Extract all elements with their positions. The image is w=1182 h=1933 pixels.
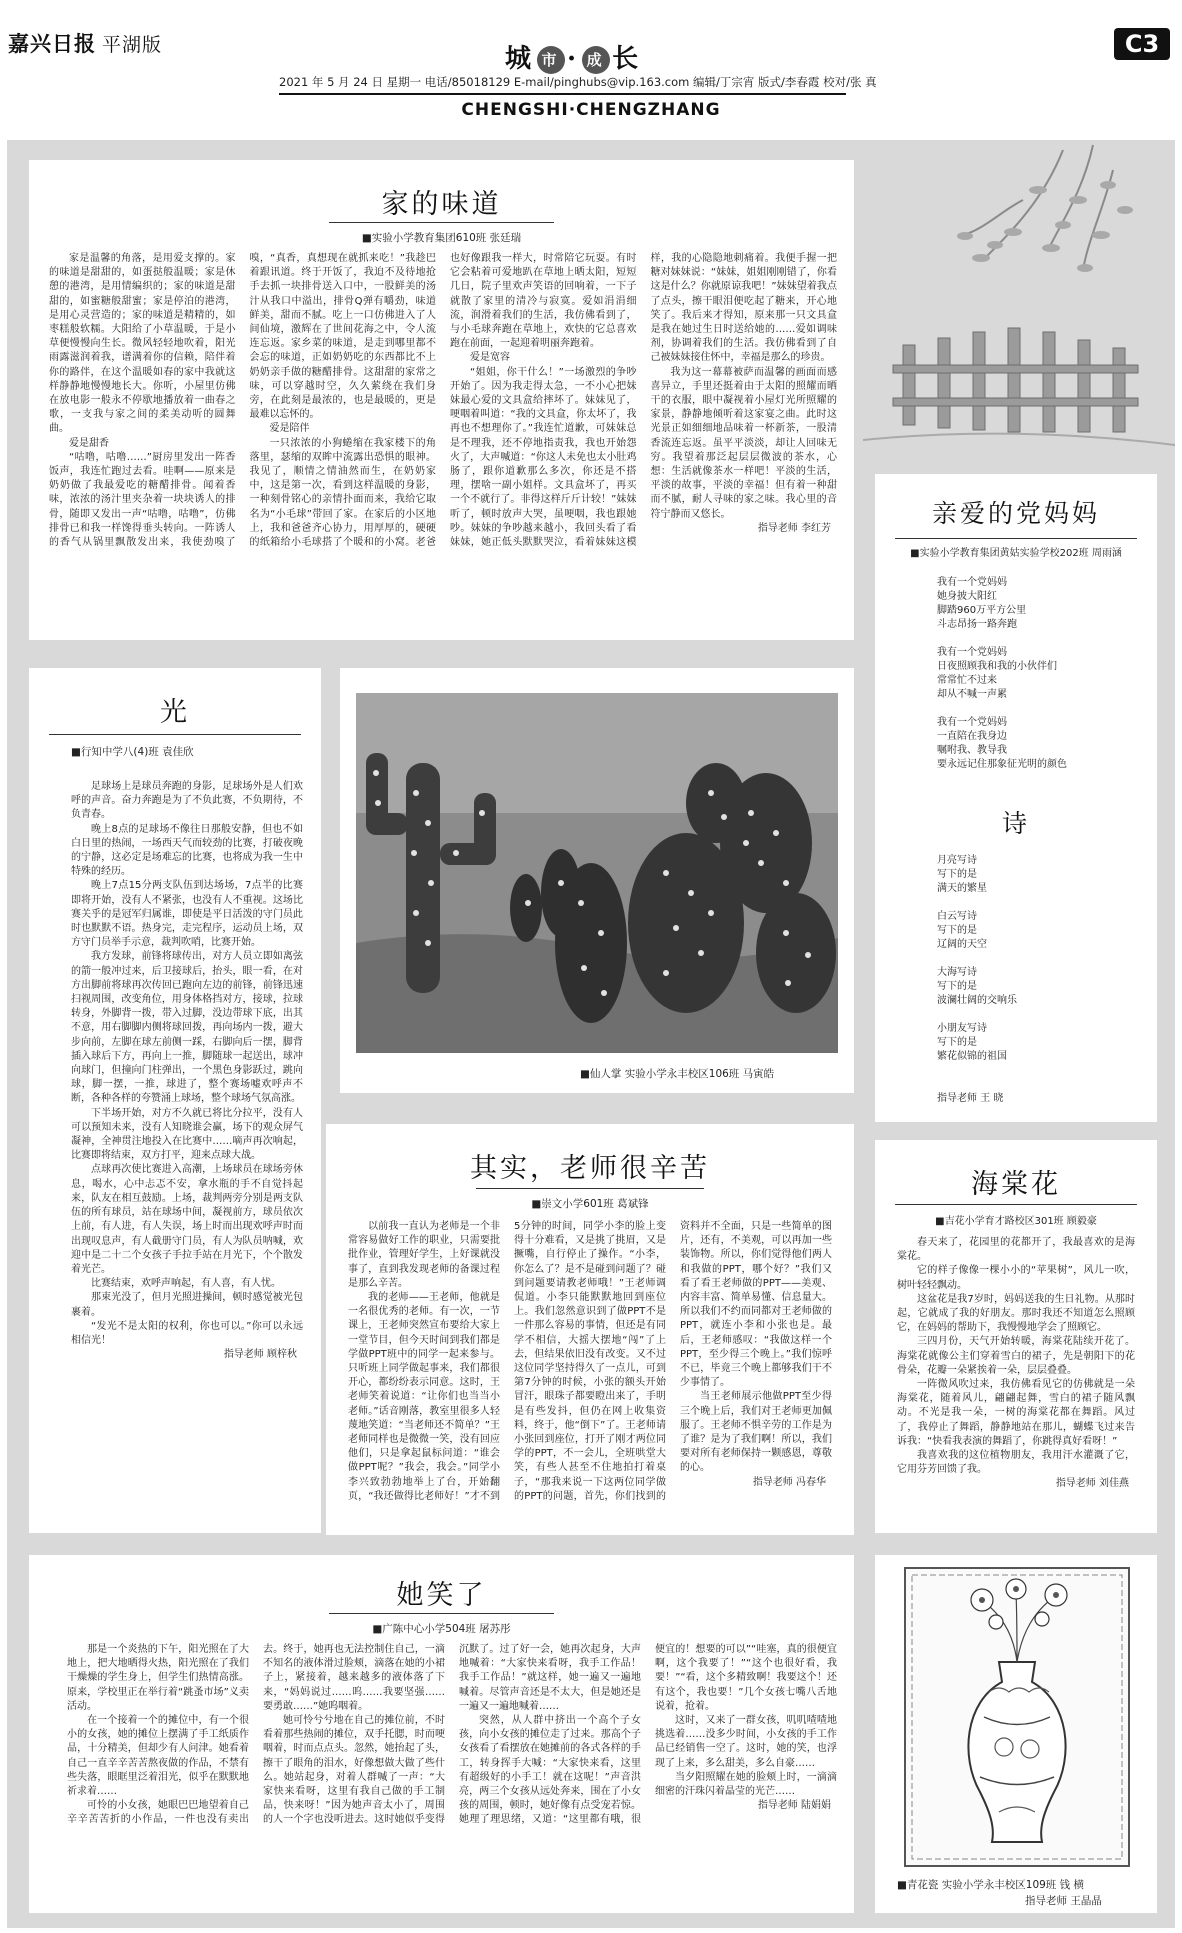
paragraph: 那束光没了，但月光照进操间，顿时感觉被光包裹着。: [71, 1292, 303, 1318]
tree-fence-illustration: [863, 140, 1175, 470]
article-byline: ■崇文小学601班 葛斌锋: [531, 1198, 649, 1210]
poem-line: 小朋友写诗: [937, 1023, 987, 1034]
article-title: 其实，老师很辛苦: [470, 1153, 710, 1184]
paragraph: 三四月份，天气开始转暖，海棠花陆续开花了。海棠花就像公主们穿着雪白的裙子，先是朝阳下的花骨朵，花瓣一朵紧挨着一朵，层层叠叠。: [897, 1336, 1135, 1376]
title-rule: [49, 734, 301, 735]
paragraph: 足球场上是球员奔跑的身影，足球场外是人们欢呼的声音。奋力奔跑是为了不负此赛，不负期待，不负青春。: [71, 781, 303, 821]
poem-line: 脚踏960万平方公里: [937, 605, 1027, 616]
article-byline: ■行知中学八(4)班 袁佳欣: [71, 746, 194, 758]
vase-painting-image: [904, 1567, 1130, 1867]
poem-line: 一直陪在我身边: [937, 731, 1007, 742]
article-title: 海棠花: [971, 1169, 1061, 1200]
poem-line: 满天的繁星: [937, 883, 987, 894]
poem-stanza: [937, 910, 1147, 952]
paragraph: 那是一个炎热的下午，阳光照在了大地上，把大地晒得火热，阳光照在了我们干燥燥的学生身上，但学生们热情高涨。原来，学校里正在举行着“跳蚤市场”义卖活动。: [67, 1644, 249, 1712]
article-byline: ■广陈中心小学504班 屠苏彤: [372, 1623, 511, 1635]
poem-line: 写下的是: [937, 869, 977, 880]
paragraph: 点球再次使比赛进入高潮，上场球员在球场旁休息，喝水，心中忐忑不安，拿水瓶的手不自觉抖起来，队友在相互鼓励。上场，裁判两旁分别是两支队伍的所有球员，站在球场中间，凝视前方，球员依次上前，有人进，有人失误，场上时而出现欢呼声时而出现叹息声，有人截册守门员，有人为队员呐喊，欢迎中是二十二个女孩子手拉手站在月光下，个个散发着光芒。: [71, 1164, 303, 1275]
article-body: [49, 252, 837, 632]
section-title: 城 市 · 成 长: [505, 44, 643, 74]
paragraph: 晚上7点15分两支队伍到达场场，7点半的比赛即将开始，没有人不紧张，也没有人不重视。这场比赛关乎的是冠军归属谁，即使是平日活泼的守门员此时也默默不语。热身完，走完程序，运动员上场，双方守门员举手示意，裁判吹哨，比赛开始。: [71, 880, 303, 949]
section-char-3: 成: [582, 46, 610, 74]
poem-stanza: [937, 1022, 1147, 1064]
poem-line: 繁花似锦的祖国: [937, 1051, 1007, 1062]
pinyin-text: CHENGSHI·CHENGZHANG: [461, 100, 721, 120]
paragraph: 晚上8点的足球场不像往日那般安静，但也不如白日里的热闹，一场西天气而较劲的比赛，打破夜晚的宁静，这必定是场难忘的比赛，也将成为我一生中特殊的经历。: [71, 823, 303, 878]
section-char-4: 长: [612, 44, 643, 74]
paragraph: 我为这一幕幕被萨而温馨的画面而感喜异立，手里还挺着由于太阳的照耀而晒干的衣服，眼中凝视着小屋灯光所照耀的家景，静静地倾听着这家宴之曲。此时这光景正如细细地品味着一杯新茶，一股清香流连忘返。虽平平淡淡，却让人回味无穷。我望着那泛起层层微波的茶水，心想：生活就像茶水一样吧！平淡的生活，平淡的故事，平淡的幸福！但有着一种甜而不腻，耐人寻味的家之味。我心里的音符宁静而又悠长。: [650, 366, 837, 520]
paragraph: 突然，从人群中挤出一个高个子女孩，向小女孩的摊位走了过来。那高个子女孩看了看摆放在她摊前的各式各样的手工，转身挥手大喊：“大家快来看，这里有超级好的小手工！就在这呢！”声音洪亮，两三个女孩从远处奔来，围在了小女孩的周围，顿时，她好像有点受宠若惊。她理了理思绪，又道：“这里都有哦，很便宜的！想要的可以”“哇塞，真的很便宜啊，这个我要了！”“这个也很好看，我要！”“看，这个多精致啊！我要这个！还有这个，我也要！”几个女孩七嘴八舌地说着，抢着。: [459, 1644, 837, 1826]
article-light: [29, 668, 321, 1533]
paragraph: 我的老师——王老师，他就是一名很优秀的老师。有一次，一节课上，王老师突然宣布要给大家上一堂节目，但今天时间到我们都是学做PPT班中的同学一起来参与。只听班上同学做起事来，我们都很开心，都纷纷表示同意。这时，王老师笑着说道：“让你们也当当小老师。”话音刚落，教室里很多人轻蔑地笑道：“当老师还不简单？”王老师同样也是微微一笑，没有回应他们，只是拿起鼠标问道：“谁会做PPT呢？”我会，我会。”同学小李兴致勃勃地举上了台，开始翻页，“我还做得比老师好！”才不到5分钟的时间，同学小李的脸上变得十分难看，又是挑了挑眉，又是撅嘴，自行停止了操作。“小李，你怎么了？是不是碰到问题了？碰到问题要请教老师哦！”王老师调侃道。小李只能默默地回到座位上。我们忽然意识到了做PPT不是一件那么容易的事情，但还是有同学不相信，大摇大摆地“闯”了上去，但结果依旧没有改变。又不过这位同学坚持得久了一点儿，可到第7分钟的时候，小张的额头开始冒汗，眼珠子都要瞪出来了，手明是有些发抖，但仍在网上收集资料，终于，他“倒下”了。王老师请小张回到座位，打开了刚才两位同学的PPT，不一会儿，全班哄堂大笑，有些人甚至不住地拍打着桌子，“那我来说一下这两位同学做的PPT的问题，首先，你们找到的资料并不全面，只是一些简单的图片，还有，不美观，可以再加一些装饰物。所以，你们觉得他们两人和我做的PPT，哪个好？”我们又看了看王老师做的PPT——美观、内容丰富、简单易懂、信息量大。所以我们不约而同都对王老师做的PPT，就连小李和小张也是。最后，王老师感叹：“我做这样一个PPT，至少得三个晚上。”我们惊呼不已，毕竟三个晚上都够我们干不少事情了。: [348, 1221, 832, 1502]
painting-caption: ■仙人掌 实验小学永丰校区106班 马寅皓: [580, 1068, 775, 1080]
painting-vase: [875, 1555, 1157, 1913]
poem-line: 辽阔的天空: [937, 939, 987, 950]
teacher-credit: 指导老师 冯春华: [752, 1476, 826, 1488]
poem-line: 嘱咐我、教导我: [937, 745, 1007, 756]
poem-stanza: [937, 966, 1147, 1008]
article-body: [71, 780, 303, 1528]
painting-cactus: [340, 668, 854, 1093]
article-body: [67, 1643, 837, 1907]
poem-line: 写下的是: [937, 981, 977, 992]
paragraph: 爱是甜香: [69, 437, 109, 449]
edition-label: 平湖版: [102, 34, 163, 56]
teacher-credit: 指导老师 刘佳燕: [1055, 1478, 1129, 1490]
teacher-credit: 指导老师 陆娟娟: [757, 1800, 831, 1812]
cactus-painting-image: [356, 693, 838, 1053]
poem-line: 我有一个党妈妈: [937, 647, 1007, 658]
poem-card-party-mother: [875, 474, 1157, 1122]
section-char-2: 市: [537, 46, 565, 74]
paragraph: 家是温馨的角落，是用爱支撑的。家的味道是甜甜的，如蛋挞般温暖；家是休憩的港湾，是用情编织的；家的味道是甜甜的，如蜜糖般甜蜜；家是停泊的港湾，是用心灵营造的；家的味道是精精的，如枣糕般软糯。大阳给了小草温暖，于是小草便慢慢向生长。微风轻轻地吹着，阳光雨露滋润着我，谱满着你的信赖，陪伴着你的路伴，在这个温暖如春的家中我就这样静静地慢慢地长大。你听，小屋里仿佛在放电影一般永不停歇地播放着一曲春之歌，一支我与家之间的柔美动听的圆舞曲。: [49, 253, 236, 435]
paragraph: 她可怜兮兮地在自己的摊位前，不时看着那些热闹的摊位，双手托腮，时而哽咽着，时而点点头。忽然，她抬起了头，擦干了眼角的泪水，好像想做大做了些什么。她站起身，对着人群喊了一声：“大家快来看呀，这里有我自己做的手工制品，快来呀！”因为她声音太小了，周围的人一个字也没听进去。这时她似乎变得沉默了。过了好一会，她再次起身，大声地喊着：“大家快来看呀，我手工作品！我手工作品！”就这样，她一遍又一遍地喊着。尽管声音还是不太大，但是她还是一遍又一遍地喊着……: [263, 1644, 641, 1826]
article-title: 她笑了: [396, 1580, 487, 1611]
paragraph: 一只浓浓的小狗蜷缩在我家楼下的角落里，瑟缩的双眸中流露出恐惧的眼神。我见了，顺情之情油然而生，在奶奶家中，这是第一次，看到这样温暖的身影，一种刻骨铭心的亲情扑面而来，我给它取名为“小毛球”带回了家。在家后的小区地上，我和爸爸齐心协力，用厚厚的，硬硬的纸箱给小毛球搭了个暖和的小窝。老爸也好像跟我一样大，时常陪它玩耍。有时它会粘着可爱地趴在草地上晒太阳，短短几日，院子里欢声笑语的回响着，一下子就散了家里的清冷与寂寞。爱如涓涓细流，润滑着我们的生活，我仿佛看到了，与小毛球奔跑在草地上，欢快的它总喜欢跑在前面，一起迎着明丽奔跑着。: [249, 253, 637, 549]
title-rule: [329, 222, 554, 223]
poem-stanza: [937, 646, 1147, 702]
poem-line: 白云写诗: [937, 911, 977, 922]
teacher-credit: 指导老师 李红芳: [757, 522, 831, 534]
painting-caption: ■青花瓷 实验小学永丰校区109班 钱 横: [897, 1879, 1084, 1891]
poem-line: 大海写诗: [937, 967, 977, 978]
paragraph: 比赛结束，欢呼声响起，有人喜，有人忧。: [91, 1278, 281, 1290]
paragraph: 这时，又来了一群女孩，叽叽喳喳地挑选着……没多少时间，小女孩的手工作品已经销售一空了。这时，她的笑，也浮现了上来，多么甜美，多么自豪……: [655, 1715, 837, 1769]
poem-line: 我有一个党妈妈: [937, 717, 1007, 728]
section-char-1: 城: [505, 44, 536, 74]
date-info-line: 2021 年 5 月 24 日 星期一 电话/85018129 E-mail/pinghubs@vip.163.com 编辑/丁宗宵 版式/李春霞 校对/张 真: [279, 75, 877, 89]
poem-byline: ■实验小学教育集团黄姑实验学校202班 周雨涵: [910, 548, 1122, 559]
paragraph: 爱是宽容: [470, 352, 510, 364]
poem-stanza: [937, 576, 1147, 632]
title-rule: [329, 1613, 554, 1614]
paragraph: “发光不是太阳的权利，你也可以。”你可以永远相信光！: [71, 1320, 303, 1346]
article-body: [897, 1236, 1135, 1528]
masthead-rule: [279, 93, 846, 95]
poem-line: 波澜壮阔的交响乐: [937, 995, 1017, 1006]
article-home-taste: [29, 160, 854, 640]
paragraph: “咕噜，咕噜……”厨房里发出一阵香饭声，我连忙跑过去看。哇啊——原来是奶奶做了我最爱吃的糖醋排骨。闻着香味，浓浓的汤汁里夹杂着一块块诱人的排骨，随即又发出一声“咕噜，咕噜”，仿佛排骨已和我一样馋得垂头转向。一阵诱人的香气从锅里飘散发出来，我使劲嗅了嗅，“真香，真想现在就抓来吃！”我趁巴着跟讯道。终于开饭了，我迫不及待地抢手去抓一块排骨送入口中，一股鲜美的汤汁从我口中溢出，排骨Q弹有嚼劲，味道鲜美，甜而不腻。吃上一口仿佛进入了人间仙境，激辉在了世间花海之中，令人流连忘返。家乡菜的味道，是走到哪里都不会忘的味道，正如奶奶吃的东西都比不上奶奶亲手做的糖醋排骨。这甜甜的家常之味，可以穿越时空，久久萦绕在我们身旁，在此刻是最浓的，也是最暖的，更是最难以忘怀的。: [49, 253, 436, 549]
paragraph: 一阵微风吹过来，我仿佛看见它的仿佛就是一朵海棠花，随着风儿，翩翩起舞，雪白的裙子随风飘动。不光是我一朵，一树的海棠花都在舞蹈。风过了，我停止了舞蹈，静静地站在那儿，蝴蝶飞过来告诉我：“快看我表演的舞蹈了，你跳得真好看呀！”: [897, 1379, 1135, 1447]
article-teacher-hard: [326, 1124, 854, 1535]
poem-line: 月亮写诗: [937, 855, 977, 866]
paragraph: 可怜的小女孩，她眼巴巴地望着自己辛辛苦苦折的小作品，一件也没有卖出去。终于，她再也无法控制住自己，一滴不知名的液体滑过脸颊，滴落在她的小裙子上，紧接着，越来越多的液体落了下来，“妈妈说过……呜……我要坚强……要勇敢……”她呜咽着。: [67, 1644, 445, 1826]
poem-body-2: [937, 854, 1147, 1078]
article-byline: ■实验小学教育集团610班 张廷瑞: [361, 232, 522, 244]
teacher-credit: 指导老师 顾梓秋: [223, 1349, 297, 1361]
paragraph: 爱是陪伴: [269, 423, 310, 435]
title-rule: [895, 1204, 1137, 1205]
teacher-credit: 指导老师 王晶晶: [1025, 1895, 1102, 1907]
poem-title-2: 诗: [1001, 809, 1030, 838]
article-begonia: [875, 1140, 1157, 1533]
article-title: 光: [160, 697, 190, 728]
poem-line: 日夜照顾我和我的小伙伴们: [937, 661, 1057, 672]
poem-line: 要永远记住那象征光明的颜色: [937, 759, 1067, 770]
logo-text: 嘉兴日报: [8, 31, 96, 56]
article-title: 家的味道: [381, 189, 502, 220]
poem-line: 写下的是: [937, 925, 977, 936]
poem-line: 写下的是: [937, 1037, 977, 1048]
paragraph: 春天来了，花园里的花都开了，我最喜欢的是海棠花。: [897, 1237, 1135, 1263]
poem-title: 亲爱的党妈妈: [931, 499, 1100, 528]
page-code-badge: C3: [1114, 28, 1170, 60]
newspaper-logo: [8, 28, 162, 58]
title-rule: [476, 1188, 704, 1189]
paragraph: 我方发球，前锋将球传出，对方人员立即如离弦的箭一般冲过来，后卫接球后，抬头，眼一看，在对方出脚前将球再次传回已跑向左边的前锋，前锋迅速扫视周围，改变角位，用身体格挡对方，接球，拉球转身，外脚背一拨，带入过脚，没边带球下底，出其不意，用右脚脚内侧将球回拨，再向场内一拨，避大步向前，左脚在球左前侧一踩，右脚向后一摆，脚背插入球后下方，再向上一推，脚随球一起送出，球冲向球门，但撞向门柱弹出，一个黑色身影跃过，跳向球，脚一摆，一推，球进了，整个赛场嘘欢呼声不断，各种各样的夸赞涌上球场，整个球场气氛高涨。: [71, 951, 303, 1105]
paragraph: 当夕阳照耀在她的脸颊上时，一滴滴细密的汗珠闪着晶莹的光芒……: [655, 1771, 837, 1798]
poem-body: [937, 576, 1147, 786]
poem-line: 斗志昂扬一路奔跑: [937, 619, 1017, 630]
poem-line: 她身披大阳红: [937, 591, 997, 602]
paragraph: 在一个接着一个的摊位中，有一个很小的女孩，她的摊位上摆满了手工纸质作品，十分精美，但却少有人问津。她看着自己一直辛辛苦苦熬夜做的作品，不禁有些失落，眼眶里泛着泪光，似乎在默默地祈求着……: [67, 1715, 249, 1798]
article-byline: ■吉花小学育才路校区301班 顾毅豪: [935, 1216, 1097, 1227]
masthead: [0, 0, 1182, 128]
poem-stanza: [937, 854, 1147, 896]
article-body: [348, 1220, 832, 1526]
poem-line: 却从不喊一声累: [937, 689, 1007, 700]
poem-line: 我有一个党妈妈: [937, 577, 1007, 588]
paragraph: 它的样子像像一棵小小的“苹果树”，风儿一吹，树叶轻轻飘动。: [897, 1265, 1135, 1291]
article-she-smiled: [29, 1555, 854, 1913]
byline-rule: [895, 538, 1137, 539]
paragraph: 以前我一直认为老师是一个非常容易做好工作的职业，只需要批批作业，管理好学生，上好课就没事了，直到我发现老师的备课过程是那么辛苦。: [348, 1221, 500, 1289]
section-pinyin: [0, 100, 1182, 120]
paragraph: 我喜欢我的这位植物朋友，我用汗水灌溉了它，它用芬芳回馈了我。: [897, 1450, 1135, 1476]
teacher-credit: 指导老师 王 晓: [937, 1093, 1004, 1104]
paragraph: “姐姐，你干什么！”一场激烈的争吵开始了。因为我走得太急，一不小心把妹妹最心爱的文具盒给摔坏了。妹妹见了，哽咽着叫道：“我的文具盒，你太坏了，我再也不想理你了。”我连忙道歉，可妹妹总是不理我，还不停地指责我，我也开始怨火了，大声喊道：“你这人未免也太小肚鸡肠了，跟你道歉那么多次，你还是不搭理，摆啥一副小姐样。文具盒坏了，再买一个不就行了。非得这样斤斤计较！”妹妹听了，顿时放声大哭，虽哽咽，我也跟她吵。妹妹的争吵越来越小，我回头看了看妹妹，她正低头默默哭泣，看着妹妹这模样，我的心隐隐地刺痛着。我便手握一把糖对妹妹说：“妹妹，姐姐刚刚错了，你看这是什么？你就原谅我吧！”妹妹望着我点了点头，擦干眼泪便吃起了糖来，开心地笑了。我后来才得知，原来那一只文具盒是我在她过生日时送给她的……爱如调味剂，协调着我们的生活。我仿佛看到了自己被妹妹接住怀中，幸福是那么的珍贵。: [450, 253, 837, 549]
paragraph: 当王老师展示他做PPT至少得三个晚上后，我们对王老师更加佩服了。王老师不惧辛劳的工作是为了谁？是为了我们啊！所以，我们要对所有老师保持一颗感恩，尊敬的心。: [680, 1391, 832, 1474]
paragraph: 下半场开始，对方不久就已将比分拉平，没有人可以预知未来，没有人知晓谁会赢，场下的观众屏气凝神，全神贯注地投入在比赛中……嘀声再次响起，比赛即将结束，双方打平，迎来点球大战。: [71, 1107, 303, 1162]
poem-line: 常常忙不过来: [937, 675, 997, 686]
poem-stanza: [937, 716, 1147, 772]
paragraph: 这盆花是我7岁时，妈妈送我的生日礼物。从那时起，它就成了我的好朋友。那时我还不知道怎么照顾它，在妈妈的帮助下，我慢慢地学会了照顾它。: [897, 1293, 1135, 1334]
